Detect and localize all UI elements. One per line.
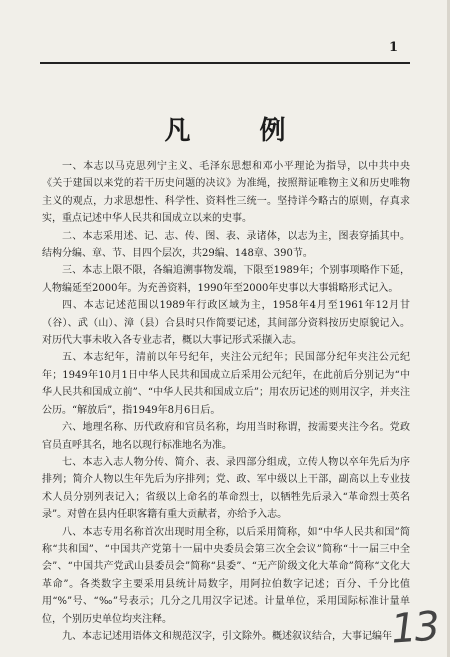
page-title: 凡 例 (164, 116, 316, 146)
handwritten-page-mark: 13 (389, 603, 440, 653)
paragraph-9: 九、本志记述用语体文和规范汉字，引文除外。概述叙议结合，大事记编年 (62, 630, 392, 642)
paragraph-2: 二、本志采用述、记、志、传、图、表、录诸体，以志为主，图表穿插其中。结构分编、章、节、目四个层次，共29编、148章、390节。 (42, 230, 410, 260)
document-body (42, 158, 410, 645)
paragraph-1: 一、本志以马克思列宁主义、毛泽东思想和邓小平理论为指导，以中共中央《关于建国以来党的若干历史问题的决议》为准绳，按照辩证唯物主义和历史唯物主义的观点，力求思想性、科学性、资料性三统一。坚持详今略古的原则，存真求实，重点记述中华人民共和国成立以来的史事。 (42, 161, 410, 225)
header-rule (40, 62, 410, 64)
paragraph-6: 六、地理名称、历代政府和官员名称，均用当时称谓，按需要夹注今名。党政官员直呼其名，地名以现行标准地名为准。 (42, 422, 410, 451)
paragraph-3: 三、本志上限不限，各编追溯事物发端，下限至1989年；个别事项略作下延，人物编延至2000年。为充善资料，1990年至2000年史事以大事辑略形式记入。 (42, 265, 410, 294)
paragraph-5: 五、本志纪年，清前以年号纪年，夹注公元纪年；民国部分纪年夹注公元纪年；1949年10月1日中华人民共和国成立后采用公元纪年，在此前后分别记为“中华人民共和国成立前”、“中华人民共和国成立后”；用农历记述的则用汉字，并夹注公历。“解放后”，指1949年8月6日后。 (42, 352, 410, 416)
paragraph-7: 七、本志入志人物分传、简介、表、录四部分组成，立传人物以卒年先后为序排列；简介人物以生年先后为序排列；党、政、军中级以上干部，副高以上专业技术人员分别列表记入；省级以上命名的革命烈士，以牺牲先后录入“革命烈士英名录”。对曾在县内任职客籍有重大贡献者，亦给予入志。 (42, 456, 410, 521)
paragraph-8: 八、本志专用名称首次出现时用全称，以后采用简称，如“中华人民共和国”简称“共和国”、“中国共产党第十一届中央委员会第三次全会议”简称“十一届三中全会”、“中国共产党武山县委员会”简称“县委”、“无产阶级文化大革命”简称“文化大革命”。各类数字主要采用县统计局数字，用阿拉伯数字记述；百分、千分比值用“%”号、“‰”号表示；几分之几用汉字记述。计量单位，采用国际标准计量单位，个别历史单位均夹注释。 (42, 526, 410, 625)
paragraph-4: 四、本志记述范围以1989年行政区域为主，1958年4月至1961年12月甘（谷）、武（山）、漳（县）合县时只作简要记述，其间部分资料按历史原貌记入。对历代大事未收入各专业志者，概以大事记形式采撷入志。 (42, 300, 410, 347)
page-number: 1 (388, 40, 398, 55)
